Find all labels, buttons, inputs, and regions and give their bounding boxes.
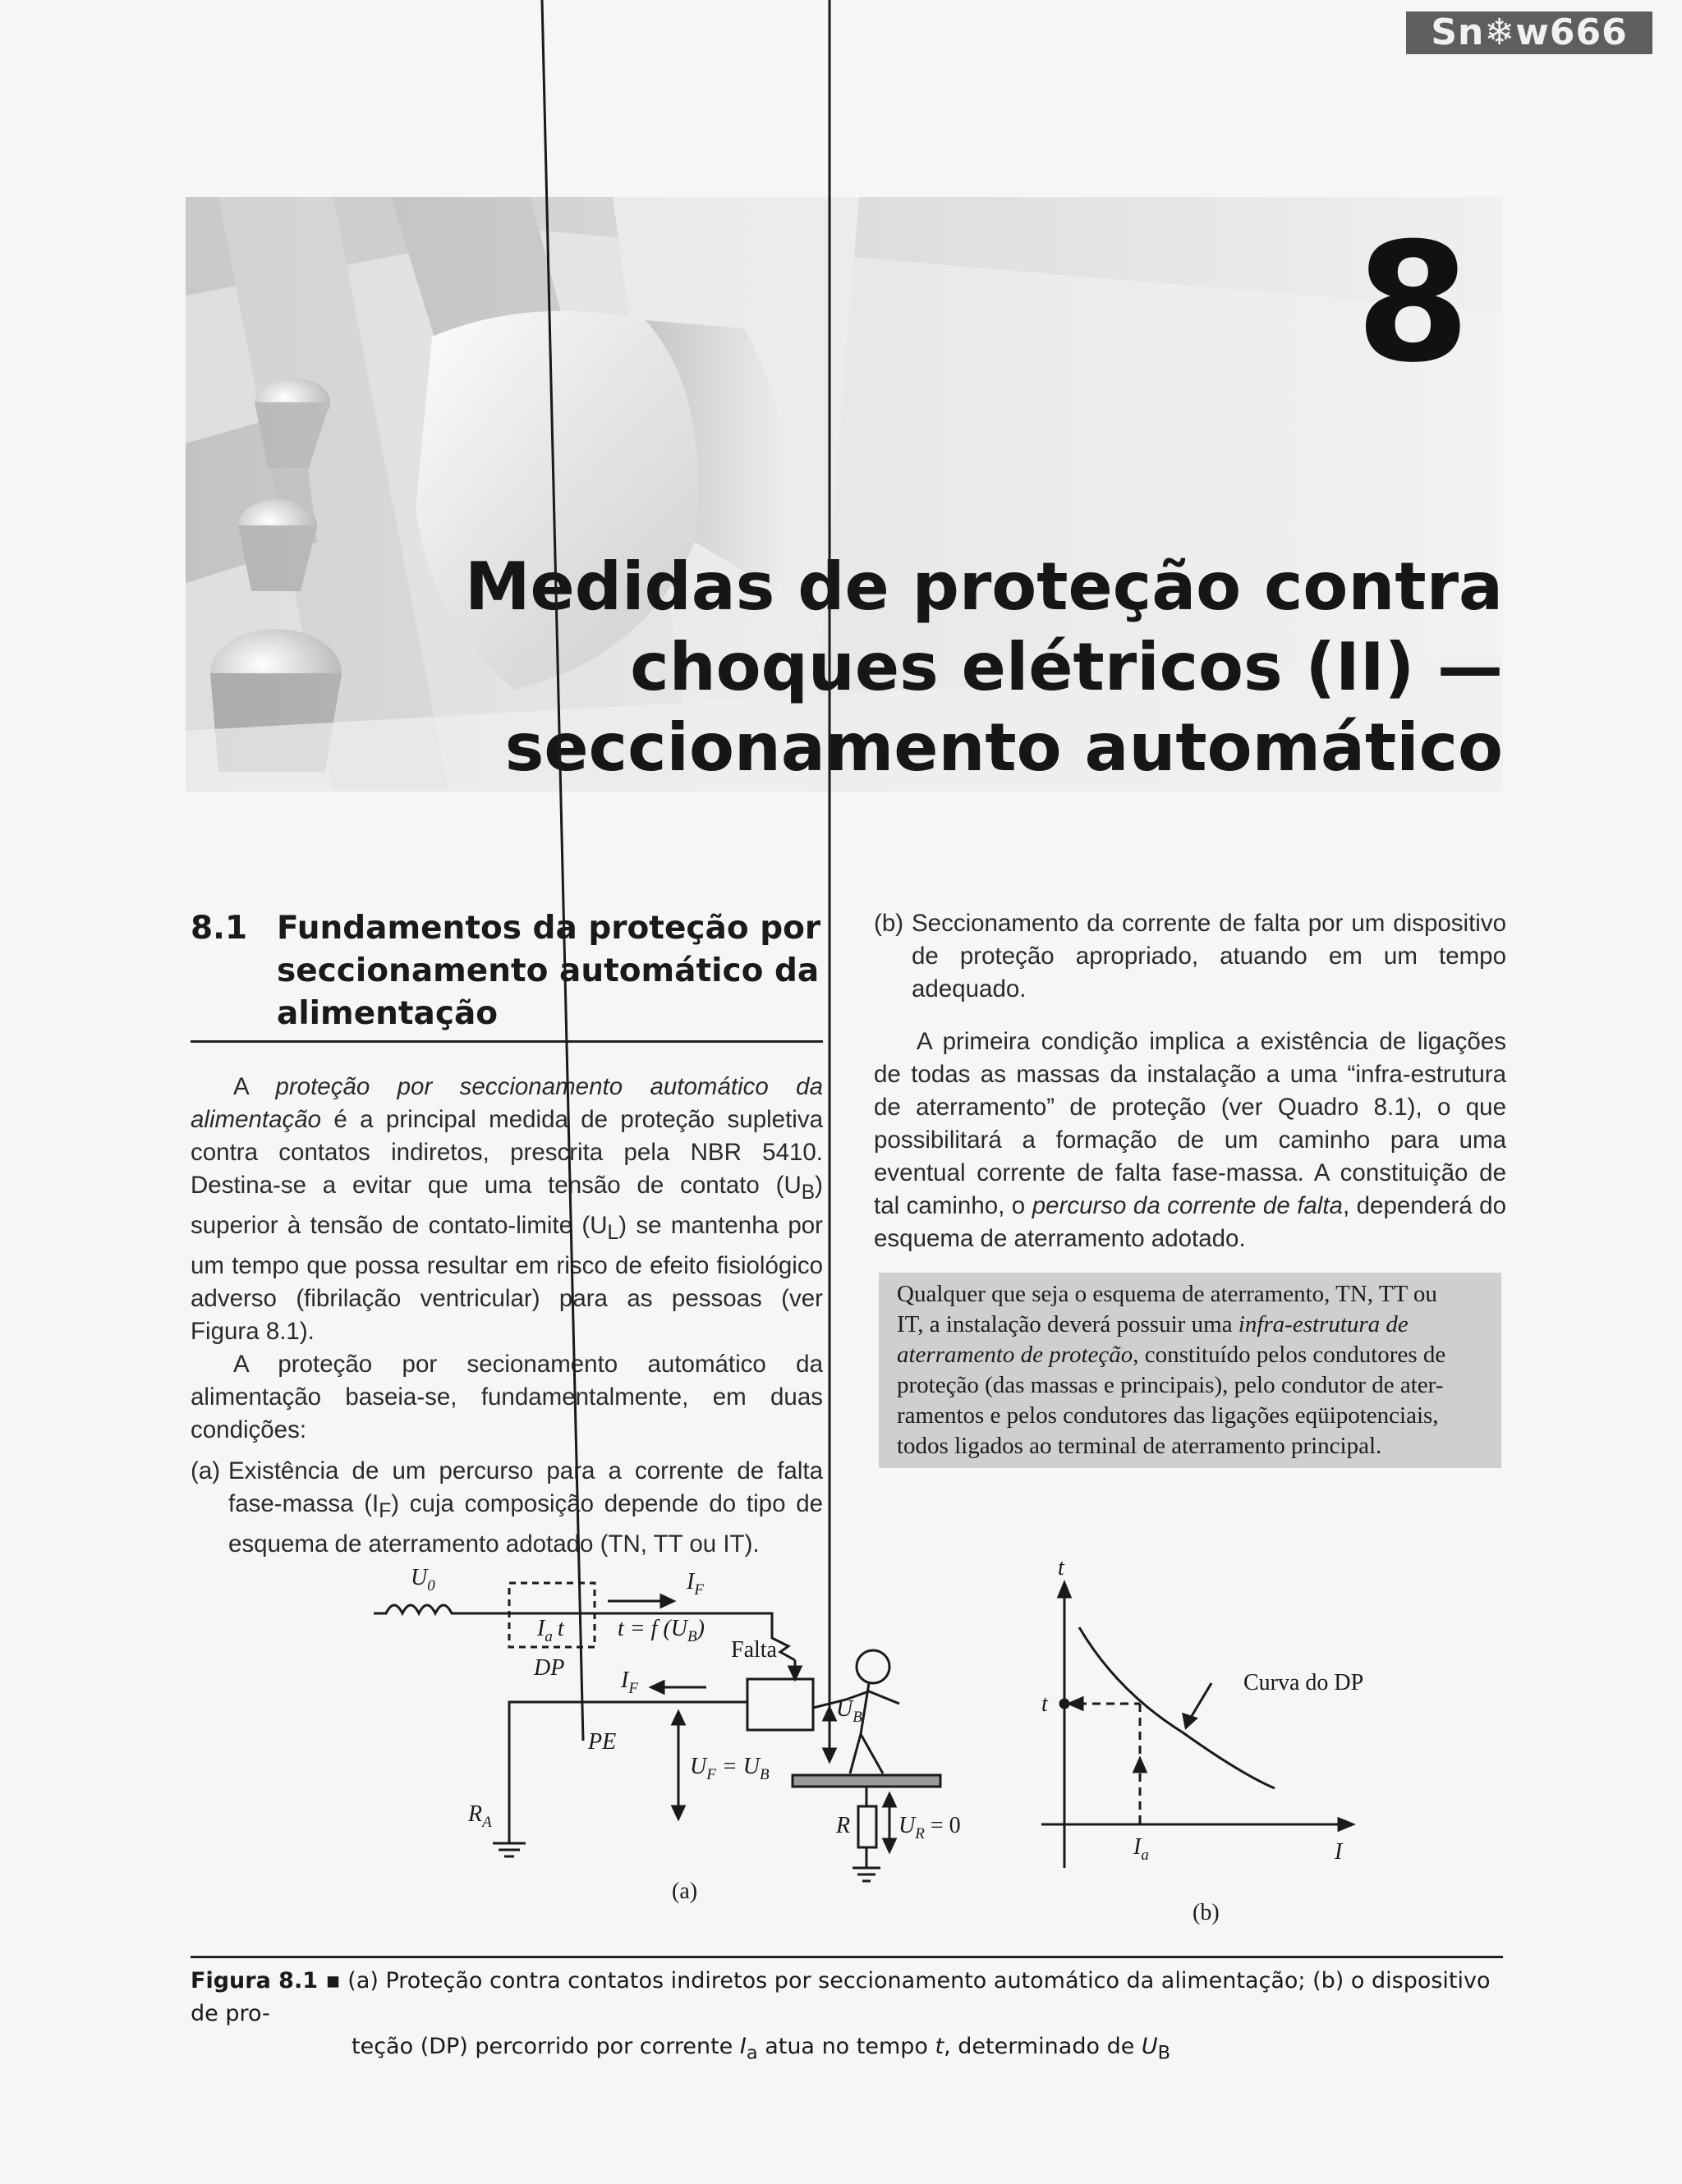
chapter-title-line: Medidas de proteção contra: [464, 548, 1503, 625]
label-t-function: t = f $(U_B)$: [618, 1616, 705, 1645]
ia-arrowhead: [1134, 1759, 1146, 1772]
text-run: A primeira condição implica a existência de ligações de todas as massas da instalação a uma “infra-estrutura de aterramento” de proteção (ver Quadro 8.1), o que possibilitará a formação de um caminho para uma eventual corrente de falta fase-massa. A constituição de tal caminho, o: [874, 1028, 1506, 1219]
curve-pointer-head: [1183, 1714, 1196, 1727]
resistor-r: [858, 1806, 876, 1847]
figure-b-caption: (b): [1193, 1900, 1220, 1925]
curve-pointer: [1189, 1683, 1211, 1720]
caption-text: atua no tempo: [757, 2034, 935, 2059]
label-ur: $U_R = 0$: [898, 1813, 961, 1842]
list-item-tag: (a): [191, 1457, 221, 1484]
text-run: é a principal medida de proteção supletiva contra contatos indiretos, prescrita pela NBR 5410. Destina-se a evitar que uma tensão de contato (U: [191, 1106, 823, 1199]
caption-rule: [191, 1956, 1503, 1958]
t-arrowhead: [1069, 1698, 1082, 1709]
chapter-title-line: choques elétricos (II) —: [630, 629, 1503, 705]
label-pe: PE: [588, 1729, 617, 1755]
floor-plate: [793, 1775, 940, 1787]
note-line: ramentos e pelos condutores das ligações eqüipotenciais,: [897, 1402, 1439, 1429]
chapter-title-line: seccionamento automático: [504, 709, 1503, 786]
if-mid-arrowhead: [651, 1682, 664, 1693]
section-title-line: seccionamento automático da: [277, 952, 820, 989]
caption-line: [191, 1965, 1505, 2030]
if-arrowhead: [661, 1595, 673, 1607]
label-ub-body: $U_B$: [836, 1696, 862, 1726]
figure-a-caption: (a): [672, 1879, 698, 1904]
label-ia-t: $I_a$ t: [537, 1616, 564, 1645]
chapter-number: 8: [1355, 208, 1470, 399]
caption-symbol: I: [739, 2034, 747, 2059]
figure-b-graph: [1041, 1583, 1353, 1868]
figure-a-labels: [411, 1565, 961, 1904]
label-r: R: [836, 1813, 851, 1838]
label-ra: $R_A$: [468, 1801, 492, 1831]
label-falta: Falta: [731, 1637, 777, 1663]
person-legs: [850, 1734, 883, 1773]
label-if-mid: $I_F$: [621, 1668, 638, 1697]
caption-text: , determinado de: [944, 2034, 1142, 2059]
figure-caption: [191, 1965, 1505, 2069]
text-run: A: [233, 1073, 276, 1100]
axis-x-arrowhead: [1339, 1819, 1353, 1830]
note-line: Qualquer que seja o esquema de aterramento, TN, TT ou: [897, 1281, 1437, 1307]
label-t-mark: t: [1041, 1691, 1048, 1717]
note-line: aterramento de proteção, constituído pelos condutores de: [897, 1342, 1446, 1368]
ur-arrowhead-up: [884, 1794, 895, 1806]
subscript: B: [801, 1181, 816, 1204]
caption-subscript: B: [1157, 2042, 1171, 2064]
source-coil: [374, 1605, 509, 1613]
person-head: [857, 1650, 889, 1683]
text-run: , dependerá do esquema de aterramento adotado.: [874, 1192, 1506, 1252]
italic-term: percurso da corrente de falta: [1032, 1192, 1343, 1219]
person-arms: [813, 1691, 899, 1708]
text-run: ) cuja composição depende do tipo de esquema de aterramento adotado (TN, TT ou IT).: [228, 1489, 824, 1558]
body-paragraph: A proteção por secionamento automático da alimentação baseia-se, fundamentalmente, em duas condições:: [191, 1350, 823, 1443]
caption-symbol: t: [935, 2034, 944, 2059]
label-dp: DP: [534, 1655, 565, 1681]
caption-label: Figura 8.1 ▪: [191, 1968, 341, 1994]
ub-arrowhead-down: [824, 1749, 835, 1761]
label-ia-mark: $I_a$: [1133, 1834, 1149, 1864]
section-title-line: Fundamentos da proteção por: [277, 910, 821, 947]
t-marker: [1060, 1700, 1068, 1708]
fault-arrowhead: [789, 1667, 801, 1679]
caption-subscript: a: [746, 2042, 758, 2064]
subscript: L: [607, 1221, 619, 1244]
label-axis-t: t: [1058, 1555, 1064, 1581]
text-run: Seccionamento da corrente de falta por um dispositivo de proteção apropriado, atuando em um tempo adequado.: [912, 910, 1506, 1003]
label-curva-do-dp: Curva do DP: [1243, 1670, 1364, 1695]
watermark-logo: Sn❄w666: [1406, 11, 1652, 54]
uf-arrowhead-up: [673, 1712, 684, 1724]
ub-arrowhead-up: [824, 1708, 835, 1720]
text-run: ) se mantenha por um tempo que possa resultar em risco de efeito fisiológico adverso (fibrilação ventricular) para as pessoas (ver Figura 8.1).: [191, 1211, 823, 1345]
pe-pointer: [542, 0, 583, 1741]
caption-text: (a) Proteção contra contatos indiretos por seccionamento automático da alimentação; (b) o dispositivo de pro-: [191, 1968, 1491, 2026]
text-run: ) superior à tensão de contato-limite (U: [191, 1172, 823, 1239]
label-if-top: $I_F$: [687, 1569, 704, 1599]
note-line: IT, a instalação deverá possuir uma infra-estrutura de: [897, 1311, 1409, 1337]
section-number: 8.1: [191, 910, 248, 947]
section-title-line: alimentação: [277, 995, 499, 1032]
equipment-mass: [747, 1679, 813, 1730]
caption-text: teção (DP) percorrido por corrente: [352, 2034, 740, 2059]
list-item-tag: (b): [874, 910, 904, 937]
dp-curve: [1079, 1627, 1275, 1788]
figure-a-circuit: [374, 0, 940, 1881]
note-line: proteção (das massas e principais), pelo condutor de ater-: [897, 1372, 1444, 1398]
axis-y-arrowhead: [1059, 1583, 1070, 1597]
caption-line: [191, 2030, 1505, 2069]
caption-symbol: U: [1141, 2034, 1158, 2059]
label-uf-ub: $U_F = U_B$: [690, 1754, 770, 1783]
italic-term: proteção por seccionamento automático da alimentação: [191, 1073, 823, 1133]
note-line: todos ligados ao terminal de aterramento principal.: [897, 1433, 1382, 1459]
label-axis-i: I: [1335, 1839, 1343, 1865]
label-u0: $U_0$: [411, 1565, 435, 1594]
ur-arrowhead-down: [884, 1839, 895, 1851]
subscript: F: [379, 1499, 392, 1522]
uf-arrowhead-down: [673, 1806, 684, 1819]
figure-b-labels: [1041, 1555, 1363, 1925]
text-run: Existência de um percurso para a corrente de falta fase-massa (I: [228, 1457, 823, 1517]
